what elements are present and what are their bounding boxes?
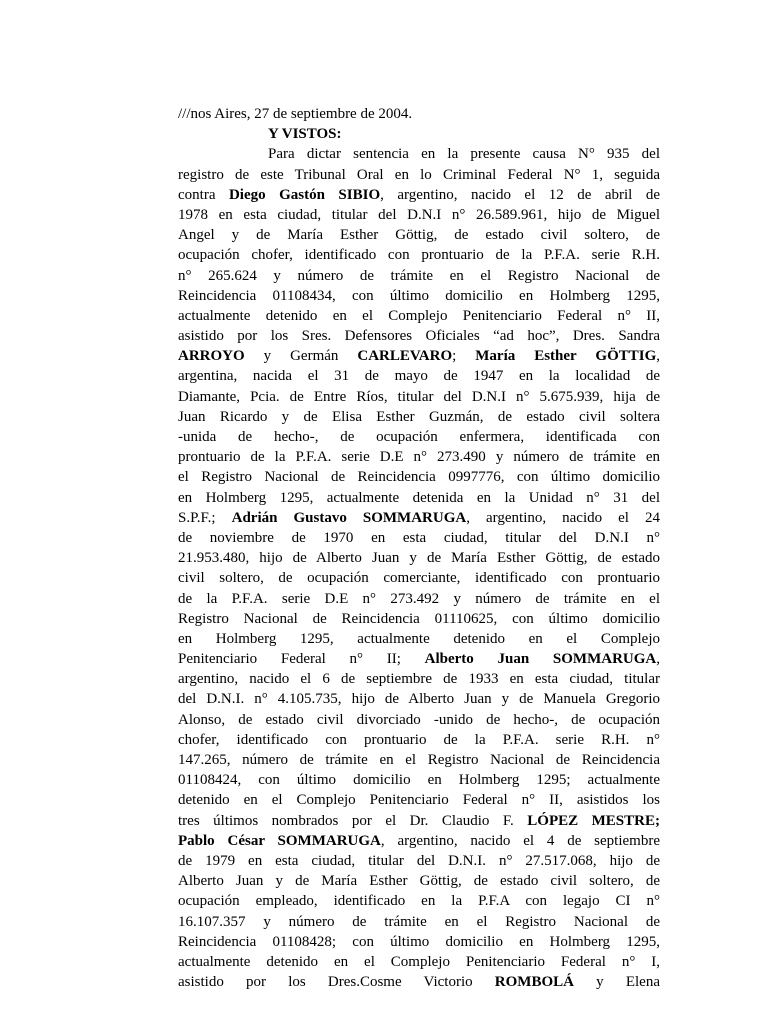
text-line [178,811,660,831]
text-line [178,387,660,407]
text-run: argentina, nacida el 31 de mayo de 1947 en la localidad de [178,368,660,385]
text-run: asistido por los Dres.Cosme Victorio [178,974,495,991]
text-run: 147.265, número de trámite en el Registro Nacional de Reincidencia [178,752,660,768]
text-line [178,286,660,306]
text-run: , [656,348,660,365]
text-line [178,750,660,770]
bold-name: Adrián Gustavo SOMMARUGA [231,509,467,526]
text-run: 21.953.480, hijo de Alberto Juan y de María Esther Göttig, de estado [178,550,660,567]
text-run: ocupación chofer, identificado con prontuario de la P.F.A. serie R.H. [178,247,660,264]
text-line [178,488,660,508]
text-line [178,205,660,225]
bold-name: ROMBOLÁ [494,974,574,991]
text-run: asistido por los Sres. Defensores Oficiales “ad hoc”, Dres. Sandra [178,328,660,345]
text-line [178,245,660,265]
text-line [178,730,660,750]
text-line [178,851,660,871]
text-line [178,629,660,649]
text-run: del D.N.I. n° 4.105.735, hijo de Alberto Juan y de Manuela Gregorio [178,691,660,708]
text-line [178,689,660,709]
text-line [178,548,660,568]
text-line [178,831,660,851]
bold-name: LÓPEZ MESTRE; [527,812,660,829]
text-run: civil soltero, de ocupación comerciante, identificado con prontuario [178,570,660,587]
text-line [178,649,660,669]
text-run: Juan Ricardo y de Elisa Esther Guzmán, de estado civil soltera [178,408,660,425]
text-run: , argentino, nacido el 24 [466,509,661,526]
text-line [178,427,660,447]
text-run: actualmente detenido en el Complejo Penitenciario Federal n° II, [178,307,660,324]
section-heading: Y VISTOS: [268,126,342,143]
text-run: , argentino, nacido el 4 de septiembre [380,832,660,849]
text-line [178,528,660,548]
text-run: , [656,651,660,668]
body-paragraph [178,144,660,992]
text-line [178,306,660,326]
text-run: ocupación empleado, identificado en la P.F.A con legajo CI n° [178,893,660,910]
text-run: actualmente detenido en el Complejo Penitenciario Federal n° I, [178,953,660,970]
bold-name: CARLEVARO [357,348,453,365]
text-line [178,568,660,588]
text-line [178,366,660,386]
text-line [178,790,660,810]
text-run: Penitenciario Federal n° II; [178,651,425,668]
date-line: ///nos Aires, 27 de septiembre de 2004. [178,106,413,122]
text-run: contra [178,186,229,203]
text-run: tres últimos nombrados por el Dr. Claudio F. [178,812,528,829]
text-run: Diamante, Pcia. de Entre Ríos, titular del D.N.I n° 5.675.939, hija de [178,388,660,405]
text-run: registro de este Tribunal Oral en lo Criminal Federal N° 1, seguida [178,166,660,183]
text-line [178,467,660,487]
document-body [178,104,660,992]
bold-name: María Esther GÖTTIG [475,348,657,365]
text-run: Reincidencia 01108434, con último domicilio en Holmberg 1295, [178,287,660,304]
text-run: 16.107.357 y número de trámite en el Registro Nacional de [178,913,660,930]
text-run: Para dictar sentencia en la presente causa N° 935 del [268,146,660,163]
text-line [178,346,660,366]
text-run: argentino, nacido el 6 de septiembre de 1933 en esta ciudad, titular [178,671,660,688]
text-line [178,952,660,972]
bold-name: Diego Gastón SIBIO [228,186,381,203]
text-line [178,912,660,932]
text-line [178,669,660,689]
bold-name: Pablo César SOMMARUGA [178,832,381,849]
text-line [178,871,660,891]
text-run: el Registro Nacional de Reincidencia 0997776, con último domicilio [178,469,660,486]
text-run: y Elena [573,974,660,991]
text-line [178,710,660,730]
text-run: 01108424, con último domicilio en Holmberg 1295; actualmente [178,772,660,789]
text-run: de la P.F.A. serie D.E n° 273.492 y número de trámite en el [178,590,660,607]
text-run: Registro Nacional de Reincidencia 01110625, con último domicilio [178,610,660,627]
text-line [178,326,660,346]
text-run: Angel y de María Esther Göttig, de estado civil soltero, de [178,227,660,244]
text-line [178,165,660,185]
text-line [178,770,660,790]
text-run: chofer, identificado con prontuario de la P.F.A. serie R.H. n° [178,731,660,748]
text-run: , argentino, nacido el 12 de abril de [380,186,660,203]
text-run: Reincidencia 01108428; con último domicilio en Holmberg 1295, [178,933,660,950]
text-run: de noviembre de 1970 en esta ciudad, titular del D.N.I n° [178,529,660,546]
text-run: en Holmberg 1295, actualmente detenido en el Complejo [178,630,660,647]
text-run: en Holmberg 1295, actualmente detenida en la Unidad n° 31 del [178,489,660,506]
text-line [178,407,660,427]
text-run: ; [452,348,476,365]
text-line [178,972,660,992]
text-run: Alberto Juan y de María Esther Göttig, de estado civil soltero, de [178,873,660,890]
text-line [178,447,660,467]
text-run: prontuario de la P.F.A. serie D.E n° 273.490 y número de trámite en [178,449,660,466]
text-run: de 1979 en esta ciudad, titular del D.N.I. n° 27.517.068, hijo de [178,852,660,869]
text-line [178,225,660,245]
text-line [178,932,660,952]
text-run: 1978 en esta ciudad, titular del D.N.I n° 26.589.961, hijo de Miguel [178,206,660,223]
text-line [178,144,660,164]
text-run: Alonso, de estado civil divorciado -unido de hecho-, de ocupación [178,711,660,728]
text-run: S.P.F.; [178,509,232,526]
text-line [178,266,660,286]
bold-name: ARROYO [178,348,245,365]
text-line [178,589,660,609]
text-run: n° 265.624 y número de trámite en el Registro Nacional de [178,267,660,284]
text-line [178,508,660,528]
bold-name: Alberto Juan SOMMARUGA [424,651,657,668]
text-run: -unida de hecho-, de ocupación enfermera, identificada con [178,429,660,445]
text-line [178,185,660,205]
text-line [178,891,660,911]
text-run: detenido en el Complejo Penitenciario Federal n° II, asistidos los [178,792,660,809]
text-line [178,609,660,629]
text-run: y Germán [244,348,358,365]
